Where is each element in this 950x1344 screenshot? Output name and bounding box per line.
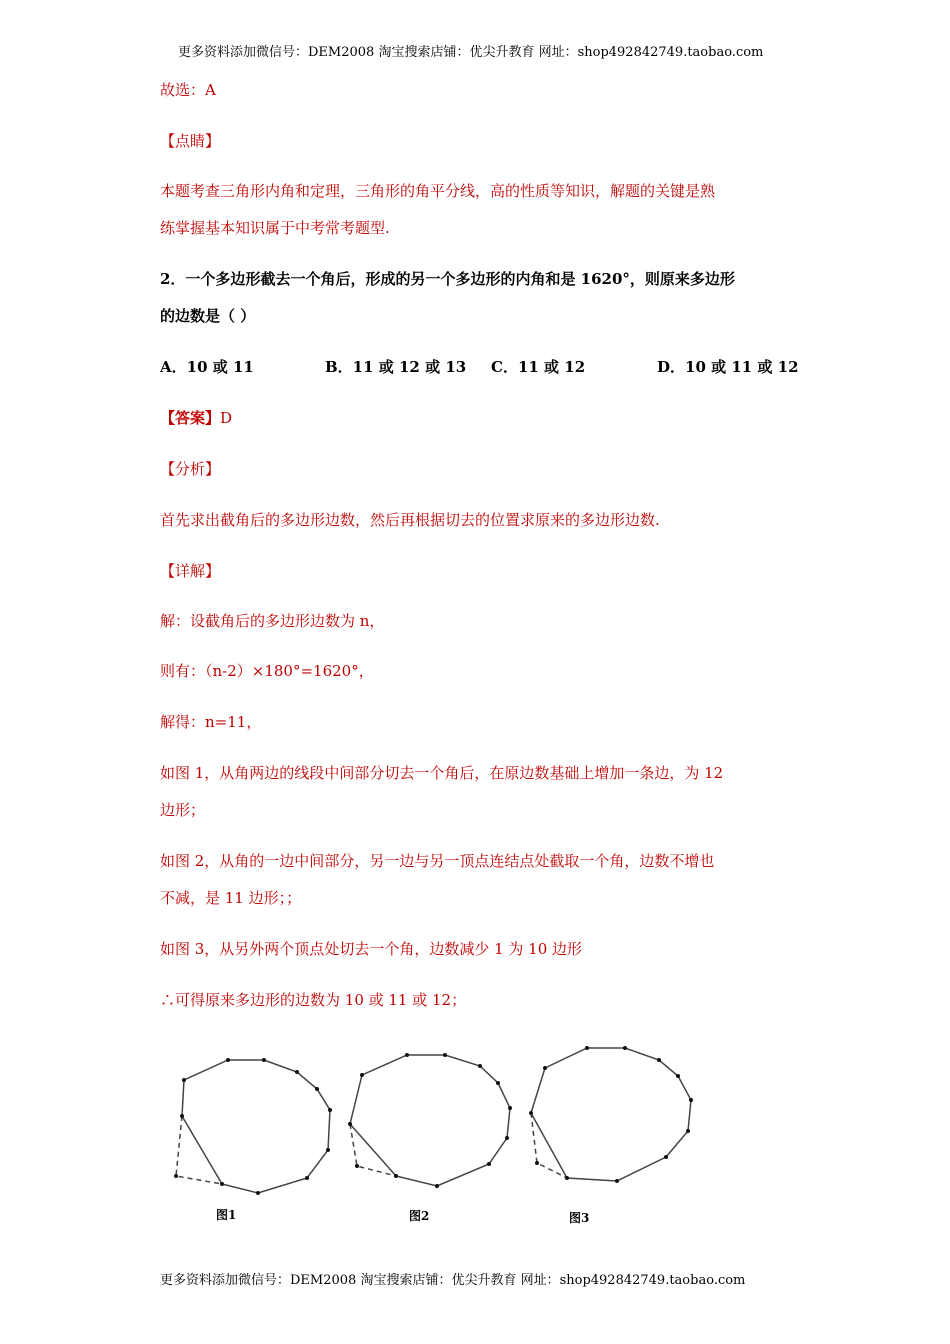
figure-1-vertices (174, 1058, 332, 1195)
figure-2 (348, 1053, 512, 1188)
detail-step-6: 如图 2，从角的一边中间部分，另一边与另一顶点连结点处截取一个角，边数不增也 (160, 852, 715, 870)
option-b: B．11 或 12 或 13 (325, 358, 467, 376)
detail-step-2: 则有：（n-2）×180°=1620°， (160, 662, 374, 680)
detail-step-4: 如图 1，从角两边的线段中间部分切去一个角后，在原边数基础上增加一条边，为 12 (160, 764, 724, 782)
analysis-label: 【分析】 (160, 460, 221, 478)
detail-step-1: 解：设截角后的多边形边数为 n， (160, 612, 385, 630)
page-header: 更多资料添加微信号：DEM2008 淘宝搜索店铺：优尖升教育 网址：shop492842749.taobao.com (178, 45, 764, 60)
detail-step-3: 解得：n=11， (160, 713, 262, 731)
figure-1-caption: 图1 (216, 1208, 237, 1222)
analysis-text: 首先求出截角后的多边形边数，然后再根据切去的位置求原来的多边形边数. (160, 511, 660, 529)
figure-3-polygon (531, 1048, 691, 1181)
comment-line-2: 练掌握基本知识属于中考常考题型. (160, 219, 390, 237)
detail-step-5: 边形； (160, 801, 206, 819)
comment-label: 【点睛】 (160, 132, 221, 150)
figure-1 (174, 1058, 332, 1195)
detail-step-7: 不减，是 11 边形；； (160, 889, 302, 907)
figure-3-vertices (529, 1046, 693, 1183)
option-c: C．11 或 12 (491, 358, 586, 376)
figure-1-polygon (182, 1060, 330, 1193)
detail-step-8: 如图 3，从另外两个顶点处切去一个角，边数减少 1 为 10 边形 (160, 940, 583, 958)
detail-label: 【详解】 (160, 562, 221, 580)
question-stem-line-1: 2．一个多边形截去一个角后，形成的另一个多边形的内角和是 1620°，则原来多边形 (160, 270, 735, 288)
question-stem-line-2: 的边数是（ ） (160, 307, 256, 325)
answer-label: 【答案】 (160, 409, 221, 427)
option-a: A．10 或 11 (160, 358, 254, 376)
figure-3 (529, 1046, 693, 1183)
figure-3-caption: 图3 (569, 1211, 590, 1225)
prev-choice: 故选：A (160, 81, 216, 99)
detail-step-9: ∴可得原来多边形的边数为 10 或 11 或 12； (160, 991, 467, 1009)
figure-2-polygon (350, 1055, 510, 1186)
page-footer: 更多资料添加微信号：DEM2008 淘宝搜索店铺：优尖升教育 网址：shop492842749.taobao.com (160, 1273, 746, 1288)
figure-2-caption: 图2 (409, 1209, 430, 1223)
figure-1-cut (176, 1116, 222, 1184)
comment-line-1: 本题考查三角形内角和定理，三角形的角平分线，高的性质等知识，解题的关键是熟 (160, 182, 716, 200)
answer-value: D (220, 409, 233, 427)
option-d: D．10 或 11 或 12 (657, 358, 799, 376)
